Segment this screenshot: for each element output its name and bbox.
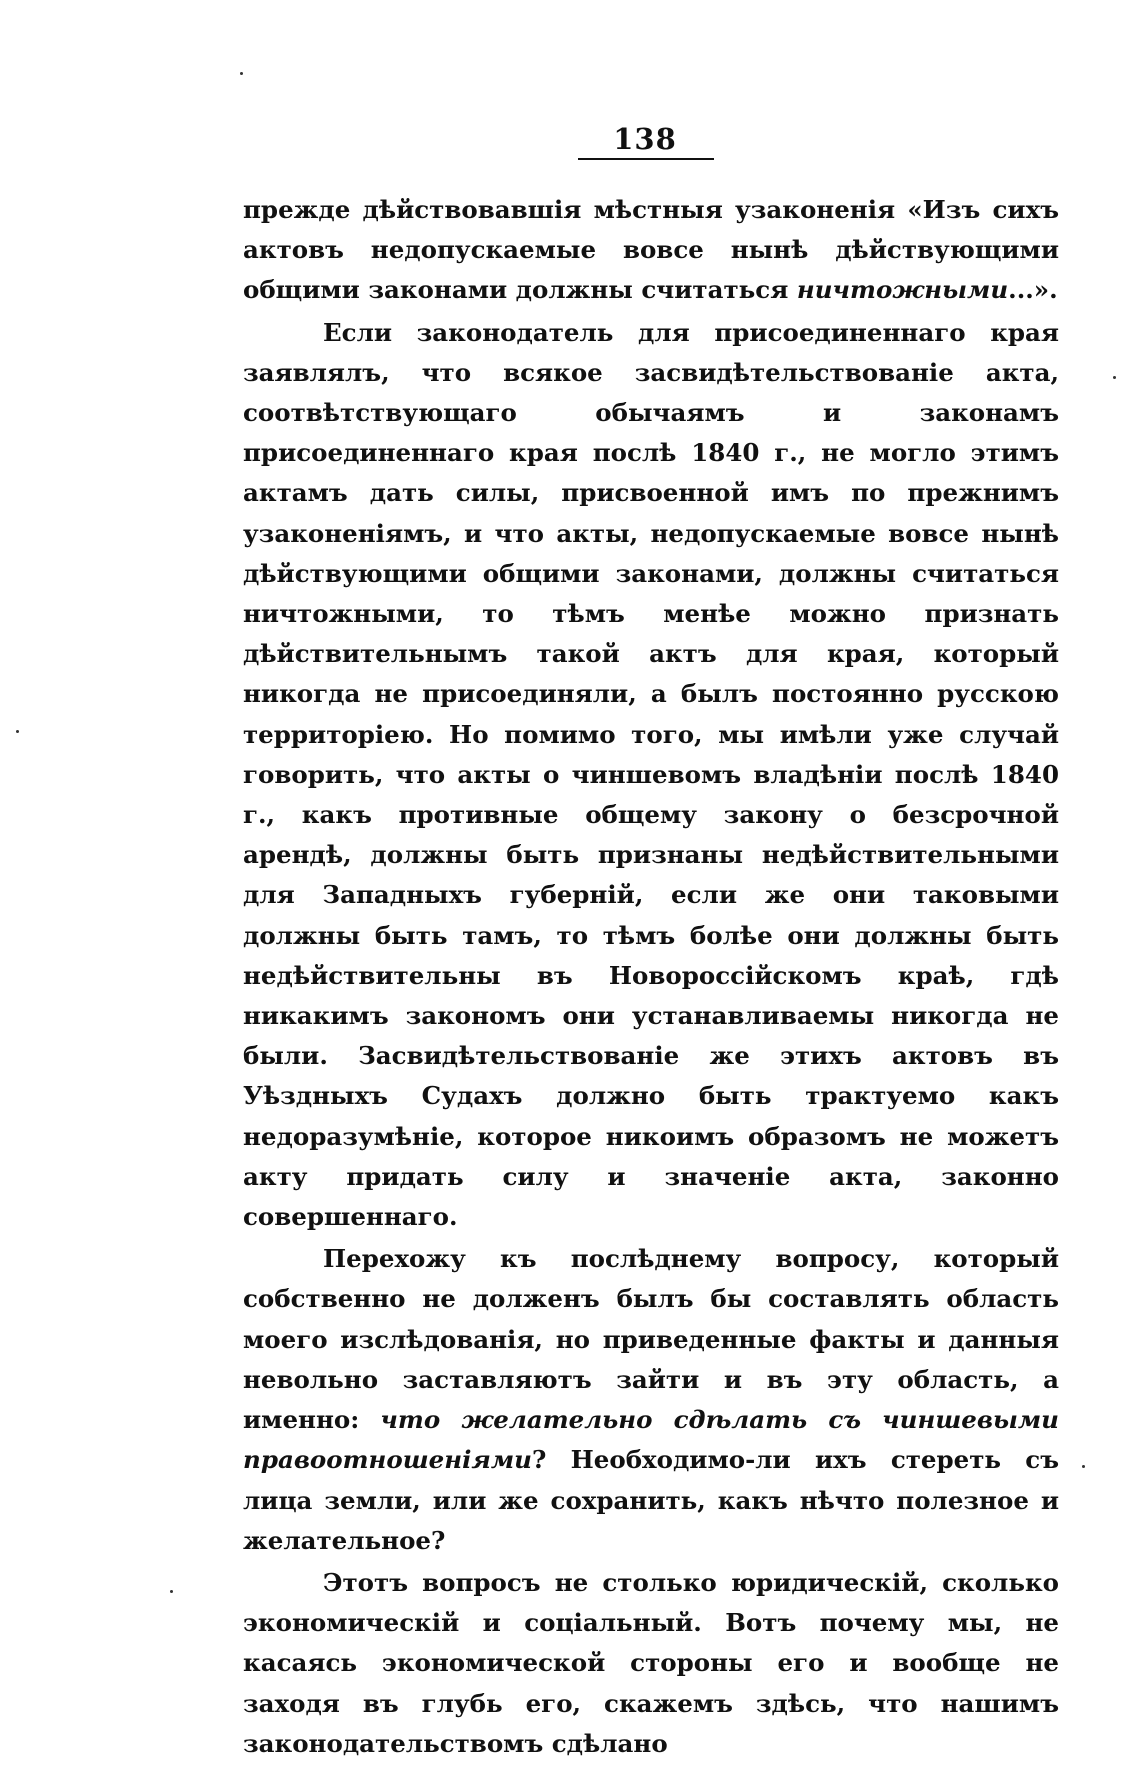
paragraph: Если законодатель для присоединеннаго края заявлялъ, что всякое засвидѣтельствованіе акта, соотвѣтствующаго обычаямъ и законамъ присоединеннаго края послѣ 1840 г., не могло этимъ актамъ дать силы, присвоенной имъ по прежнимъ узаконеніямъ, и что акты, недопускаемые вовсе нынѣ дѣйствующими общими законами, должны считаться ничтожными, то тѣмъ менѣе можно признать дѣйствительнымъ такой актъ для края, который никогда не присоединяли, а былъ постоянно русскою территоріею. Но помимо того, мы имѣли уже случай говорить, что акты о чиншевомъ владѣніи послѣ 1840 г., какъ противные общему закону о безсрочной арендѣ, должны быть признаны недѣйствительными для Западныхъ губерній, если же они таковыми должны быть тамъ, то тѣмъ болѣе они должны быть недѣйствительны въ Новороссійскомъ краѣ, гдѣ никакимъ закономъ они устанавливаемы никогда не были. Засвидѣтельствованіе же этихъ актовъ въ Уѣздныхъ Судахъ должно быть трактуемо какъ недоразумѣніе, которое никоимъ образомъ не можетъ акту придать силу и значеніе акта, законно совершеннаго.	[243, 317, 1059, 1232]
paragraph: Этотъ вопросъ не столько юридическій, сколько экономическій и соціальный. Вотъ почему мы, не касаясь экономической стороны его и вообще не заходя въ глубь его, скажемъ здѣсь, что нашимъ законодательствомъ сдѣлано	[243, 1567, 1059, 1758]
scan-speck	[240, 72, 243, 75]
page-number-rule	[578, 158, 714, 160]
scan-speck	[170, 1590, 173, 1593]
paragraph-text: Перехожу къ послѣднему вопросу, который собственно не долженъ былъ бы составлять область моего изслѣдованія, но приведенные факты и данныя невольно заставляютъ зайти и въ эту область, а именно:	[243, 1244, 1059, 1435]
scan-speck	[1113, 376, 1116, 379]
page-number: 138	[613, 122, 677, 156]
scan-speck	[1082, 1465, 1085, 1468]
paragraph	[243, 1239, 1059, 1561]
scan-speck	[16, 730, 19, 733]
paragraph-text: ? Необходимо-ли ихъ стереть съ лица земли, или же сохранить, какъ нѣчто полезное и желательное?	[243, 1445, 1059, 1555]
italic-emphasis: что желательно сдѣлать съ чиншевыми правоотношеніями	[243, 1405, 1059, 1475]
paragraph-continuation	[243, 190, 1059, 311]
italic-emphasis: ничтожными	[796, 275, 1009, 305]
paragraph-text: прежде дѣйствовавшія мѣстныя узаконенія «Изъ сихъ актовъ недопускаемые вовсе нынѣ дѣйствующими общими законами должны считаться	[243, 195, 1059, 305]
body-text	[243, 190, 1059, 1764]
paragraph-text: ...».	[1008, 275, 1058, 305]
